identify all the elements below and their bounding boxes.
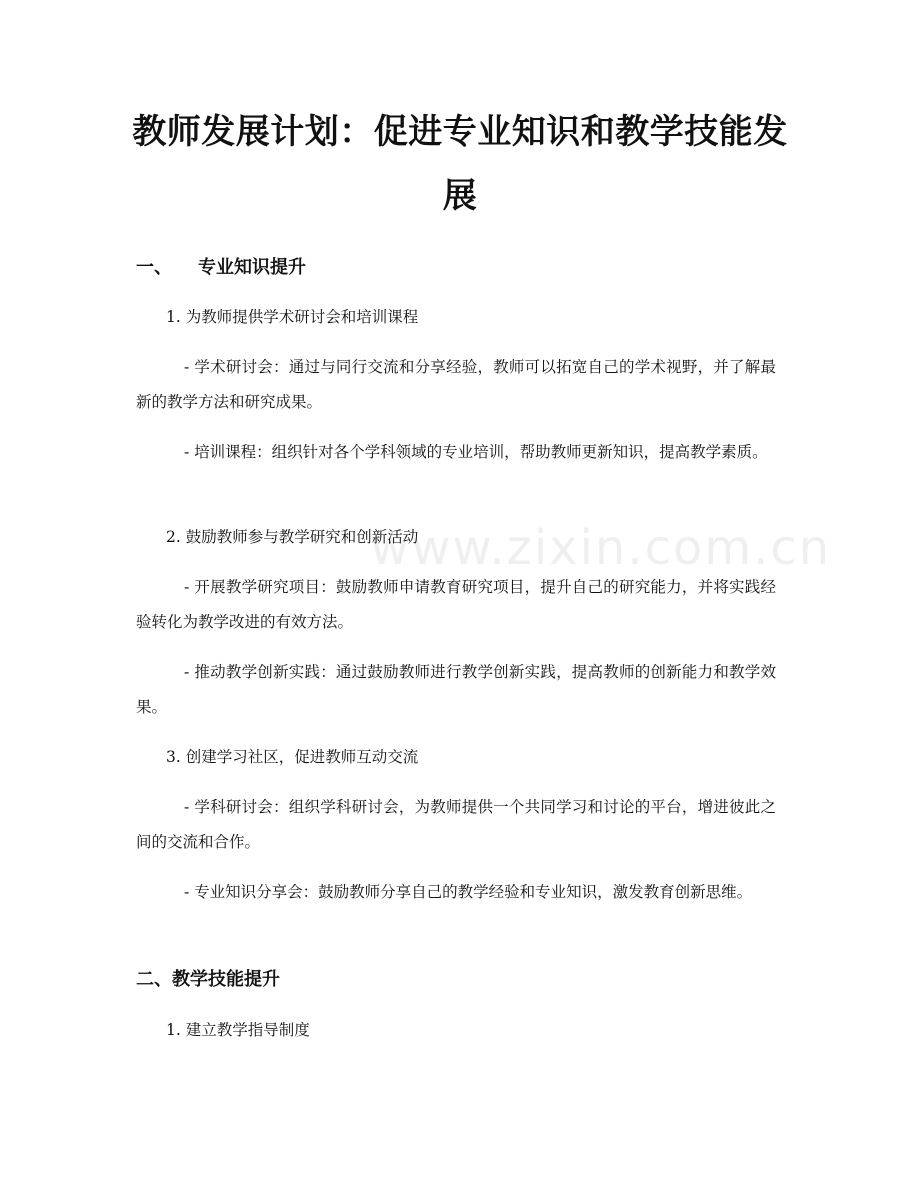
bullet-paragraph: - 学科研讨会：组织学科研讨会，为教师提供一个共同学习和讨论的平台，增进彼此之间的交流和合作。 xyxy=(136,798,776,851)
watermark: www.zixin.com.cn xyxy=(370,520,832,576)
bullet-paragraph: - 推动教学创新实践：通过鼓励教师进行教学创新实践，提高教师的创新能力和教学效果。 xyxy=(136,663,776,716)
list-item: 1. 建立教学指导制度 xyxy=(166,1021,310,1039)
section-heading xyxy=(136,256,306,280)
section-heading: 二、教学技能提升 xyxy=(136,969,280,990)
section-number: 一、 xyxy=(136,257,172,278)
bullet-paragraph: - 专业知识分享会：鼓励教师分享自己的教学经验和专业知识，激发教育创新思维。 xyxy=(184,883,753,901)
bullet-paragraph: - 开展教学研究项目：鼓励教师申请教育研究项目，提升自己的研究能力，并将实践经验转化为教学改进的有效方法。 xyxy=(136,578,776,631)
list-item: 1. 为教师提供学术研讨会和培训课程 xyxy=(166,308,419,326)
document-title: 教师发展计划：促进专业知识和教学技能发展 xyxy=(132,112,788,216)
bullet-paragraph: - 培训课程：组织针对各个学科领域的专业培训，帮助教师更新知识，提高教学素质。 xyxy=(184,443,768,461)
section-heading-text: 专业知识提升 xyxy=(198,257,306,278)
list-item: 3. 创建学习社区，促进教师互动交流 xyxy=(166,748,419,766)
list-item: 2. 鼓励教师参与教学研究和创新活动 xyxy=(166,528,419,546)
bullet-paragraph: - 学术研讨会：通过与同行交流和分享经验，教师可以拓宽自己的学术视野，并了解最新的教学方法和研究成果。 xyxy=(136,358,776,411)
